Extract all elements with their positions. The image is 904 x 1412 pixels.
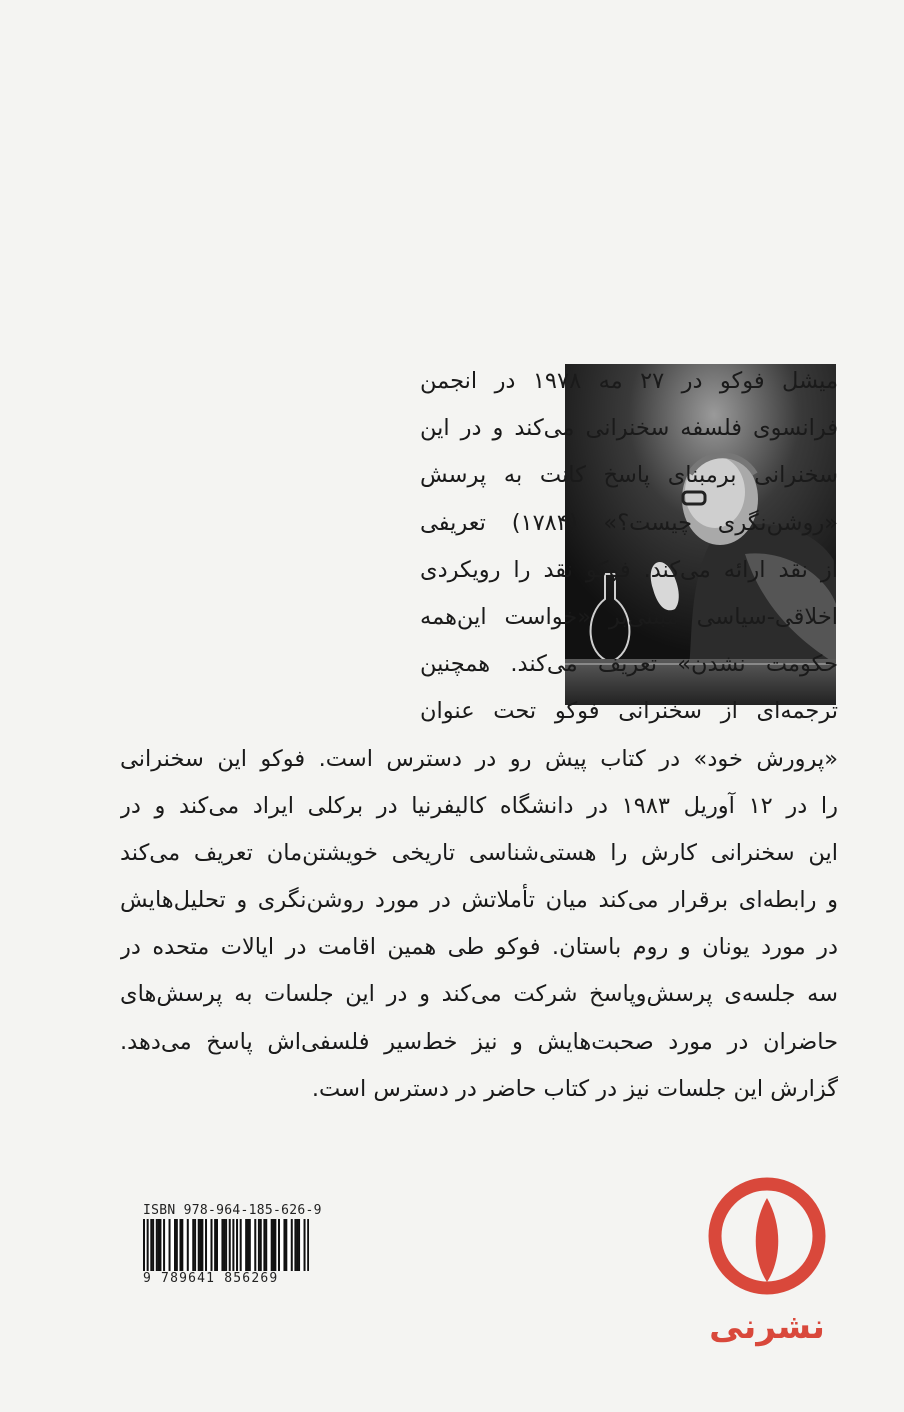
barcode-bar <box>200 1219 202 1271</box>
blurb-line: و رابطه‌ای برقرار می‌کند میان تأملاتش در مورد روشن‌نگری و تحلیل‌هایش <box>120 887 838 914</box>
barcode-bar <box>245 1219 247 1271</box>
barcode-bar <box>291 1219 293 1271</box>
blurb-line: سخنرانی برمبنای پاسخ کانت به پرسش <box>420 462 838 489</box>
blurb-line: «روشن‌نگری چیست؟» (۱۷۸۴) تعریفی <box>420 509 838 536</box>
pen-nib-icon <box>756 1198 779 1282</box>
barcode-bar <box>285 1219 287 1271</box>
barcode-bar <box>205 1219 207 1271</box>
barcode-bar <box>198 1219 200 1271</box>
barcode-bar <box>223 1219 225 1271</box>
barcode-bar <box>158 1219 160 1271</box>
barcode-bar <box>258 1219 260 1271</box>
publisher-logo <box>705 1166 829 1316</box>
barcode-bar <box>225 1219 227 1271</box>
barcode-bar <box>156 1219 158 1271</box>
barcode-bar <box>194 1219 196 1271</box>
blurb-line: در مورد یونان و روم باستان. فوکو طی همین اقامت در ایالات متحده در <box>120 934 838 961</box>
barcode-bar <box>296 1219 298 1271</box>
barcode-bar <box>265 1219 267 1271</box>
barcode-bar <box>159 1219 161 1271</box>
barcode-bar <box>176 1219 178 1271</box>
blurb-line: از نقد ارائه می‌کند. فوکو نقد را رویکردی <box>420 556 838 583</box>
blurb-line: میشل فوکو در ۲۷ مه ۱۹۷۸ در انجمن <box>420 368 838 394</box>
blurb-line: حاضران در مورد صحبت‌هایش و نیز خط‌سیر فلسفی‌اش پاسخ می‌دهد. <box>120 1028 838 1055</box>
barcode-bar <box>236 1219 238 1271</box>
barcode-bar <box>229 1219 231 1271</box>
barcode-bar <box>214 1219 216 1271</box>
barcode-bar <box>260 1219 262 1271</box>
barcode-bar <box>163 1219 165 1271</box>
barcode-bar <box>210 1219 212 1271</box>
blurb-line: را در ۱۲ آوریل ۱۹۸۳ در دانشگاه کالیفرنیا در برکلی ایراد می‌کند و در <box>120 792 838 819</box>
blurb-line: فرانسوی فلسفه سخنرانی می‌کند و در این <box>420 415 838 442</box>
barcode-bar <box>254 1219 256 1271</box>
barcode-bar <box>283 1219 285 1271</box>
barcode-bar <box>221 1219 223 1271</box>
barcode-bar <box>294 1219 296 1271</box>
barcode-bar <box>232 1219 234 1271</box>
blurb-line: گزارش این جلسات نیز در کتاب حاضر در دسترس است. <box>311 1075 838 1102</box>
barcode-bar <box>143 1219 145 1271</box>
barcode-bar <box>179 1219 181 1271</box>
barcode-bar <box>271 1219 273 1271</box>
barcode-bar <box>304 1219 306 1271</box>
blurb-line: حکومت نشدن» تعریف می‌کند. همچنین <box>420 651 838 678</box>
barcode-bar <box>274 1219 276 1271</box>
barcode-bar <box>249 1219 251 1271</box>
blurb-line: اخلاقی-سیاسی مبتنی‌بر «خواست این‌همه <box>420 603 838 630</box>
barcode-bar <box>278 1219 280 1271</box>
barcode-bar <box>147 1219 149 1271</box>
blurb-line: سه جلسه‌ی پرسش‌وپاسخ شرکت می‌کند و در این جلسات به پرسش‌های <box>120 981 838 1008</box>
blurb-text <box>120 358 838 1113</box>
barcode-bar <box>298 1219 300 1271</box>
barcode-bar <box>152 1219 154 1271</box>
barcode-bar <box>181 1219 183 1271</box>
blurb-line: این سخنرانی کارش را هستی‌شناسی تاریخی خویشتن‌مان تعریف می‌کند <box>120 839 838 866</box>
barcode-bar <box>216 1219 218 1271</box>
blurb-line: ترجمه‌ای از سخنرانی فوکو تحت عنوان <box>420 698 838 725</box>
barcode-bar <box>187 1219 189 1271</box>
barcode-bar <box>192 1219 194 1271</box>
publisher-name: نشرنی <box>709 1307 825 1347</box>
barcode-bar <box>263 1219 265 1271</box>
barcode-bar <box>240 1219 242 1271</box>
barcode-bar <box>307 1219 309 1271</box>
barcode-bar <box>273 1219 275 1271</box>
barcode-bar <box>174 1219 176 1271</box>
isbn-label: ISBN 978-964-185-626-9 <box>143 1203 322 1218</box>
barcode-bar <box>201 1219 203 1271</box>
barcode <box>143 1219 309 1271</box>
barcode-bar <box>169 1219 171 1271</box>
blurb-line: «پرورش خود» در کتاب پیش رو در دسترس است. فوکو این سخنرانی <box>120 745 838 772</box>
barcode-digits: 9 789641 856269 <box>143 1271 279 1286</box>
barcode-bar <box>150 1219 152 1271</box>
barcode-bar <box>247 1219 249 1271</box>
